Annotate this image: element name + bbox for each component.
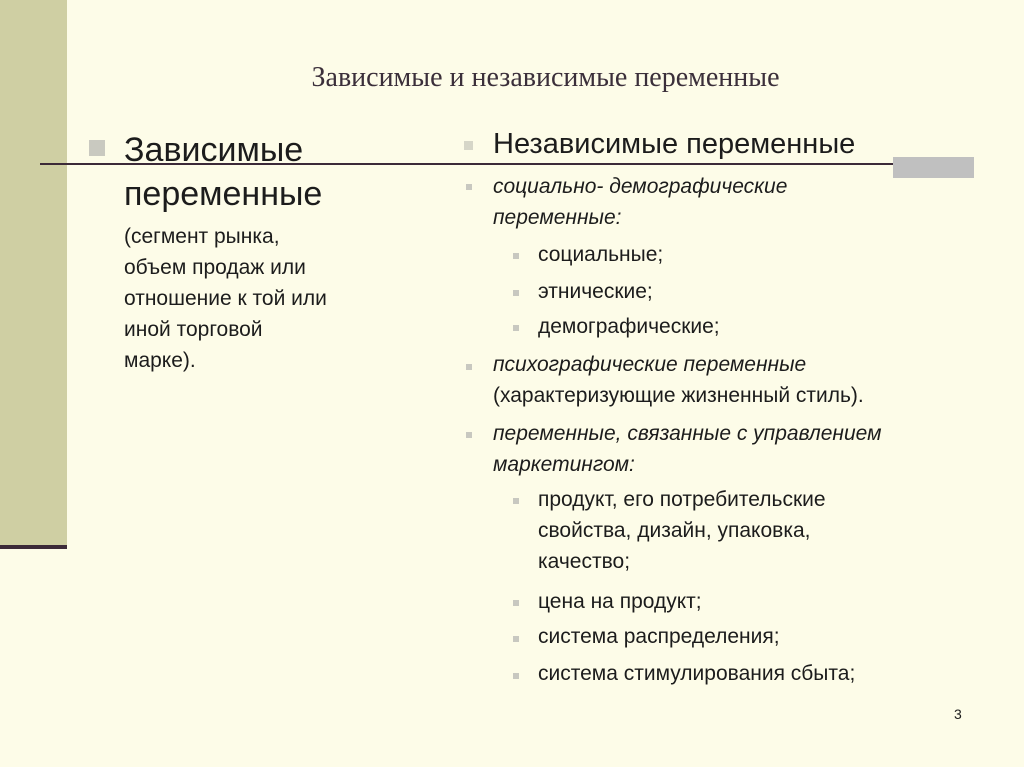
group-label-line: переменные: <box>493 206 622 229</box>
group-label-line: психографические переменные <box>493 353 807 376</box>
left-description-line: (сегмент рынка, <box>124 225 280 248</box>
square-bullet-icon <box>513 636 519 642</box>
group-label-line: маркетингом: <box>493 453 635 476</box>
left-description-line: иной торговой <box>124 318 263 341</box>
left-description <box>124 221 327 376</box>
group-label <box>493 418 881 480</box>
left-description-line: марке). <box>124 349 196 372</box>
list-item: система стимулирования сбыта; <box>538 662 856 685</box>
group-label-line: социально- демографические <box>493 175 788 198</box>
square-bullet-icon <box>513 325 519 331</box>
square-bullet-icon <box>513 600 519 606</box>
list-item <box>538 484 826 577</box>
group-label <box>493 349 864 411</box>
list-item-line: продукт, его потребительские <box>538 488 826 511</box>
list-item: система распределения; <box>538 625 780 648</box>
left-heading <box>124 128 322 216</box>
header-accent-bar <box>893 157 974 178</box>
list-item: цена на продукт; <box>538 590 702 613</box>
group-label-suffix: (характеризующие жизненный стиль). <box>493 384 864 407</box>
sidebar-divider <box>0 545 67 549</box>
list-item: демографические; <box>538 315 720 338</box>
square-bullet-icon <box>466 364 472 370</box>
square-bullet-icon <box>464 141 473 150</box>
square-bullet-icon <box>466 432 472 438</box>
square-bullet-icon <box>513 290 519 296</box>
square-bullet-icon <box>89 140 105 156</box>
left-description-line: объем продаж или <box>124 256 306 279</box>
page-number: 3 <box>954 706 962 722</box>
group-label-line: переменные, связанные с управлением <box>493 422 882 445</box>
left-heading-line: переменные <box>124 175 323 213</box>
list-item-line: качество; <box>538 550 631 573</box>
list-item: этнические; <box>538 280 653 303</box>
square-bullet-icon <box>466 184 472 190</box>
slide-title: Зависимые и независимые переменные <box>311 62 780 93</box>
list-item-line: свойства, дизайн, упаковка, <box>538 519 811 542</box>
square-bullet-icon <box>513 253 519 259</box>
sidebar-band <box>0 0 67 545</box>
right-heading: Независимые переменные <box>493 128 856 160</box>
left-description-line: отношение к той или <box>124 287 327 310</box>
left-heading-line: Зависимые <box>124 131 304 169</box>
square-bullet-icon <box>513 498 519 504</box>
list-item: социальные; <box>538 243 664 266</box>
group-label <box>493 171 787 233</box>
square-bullet-icon <box>513 673 519 679</box>
